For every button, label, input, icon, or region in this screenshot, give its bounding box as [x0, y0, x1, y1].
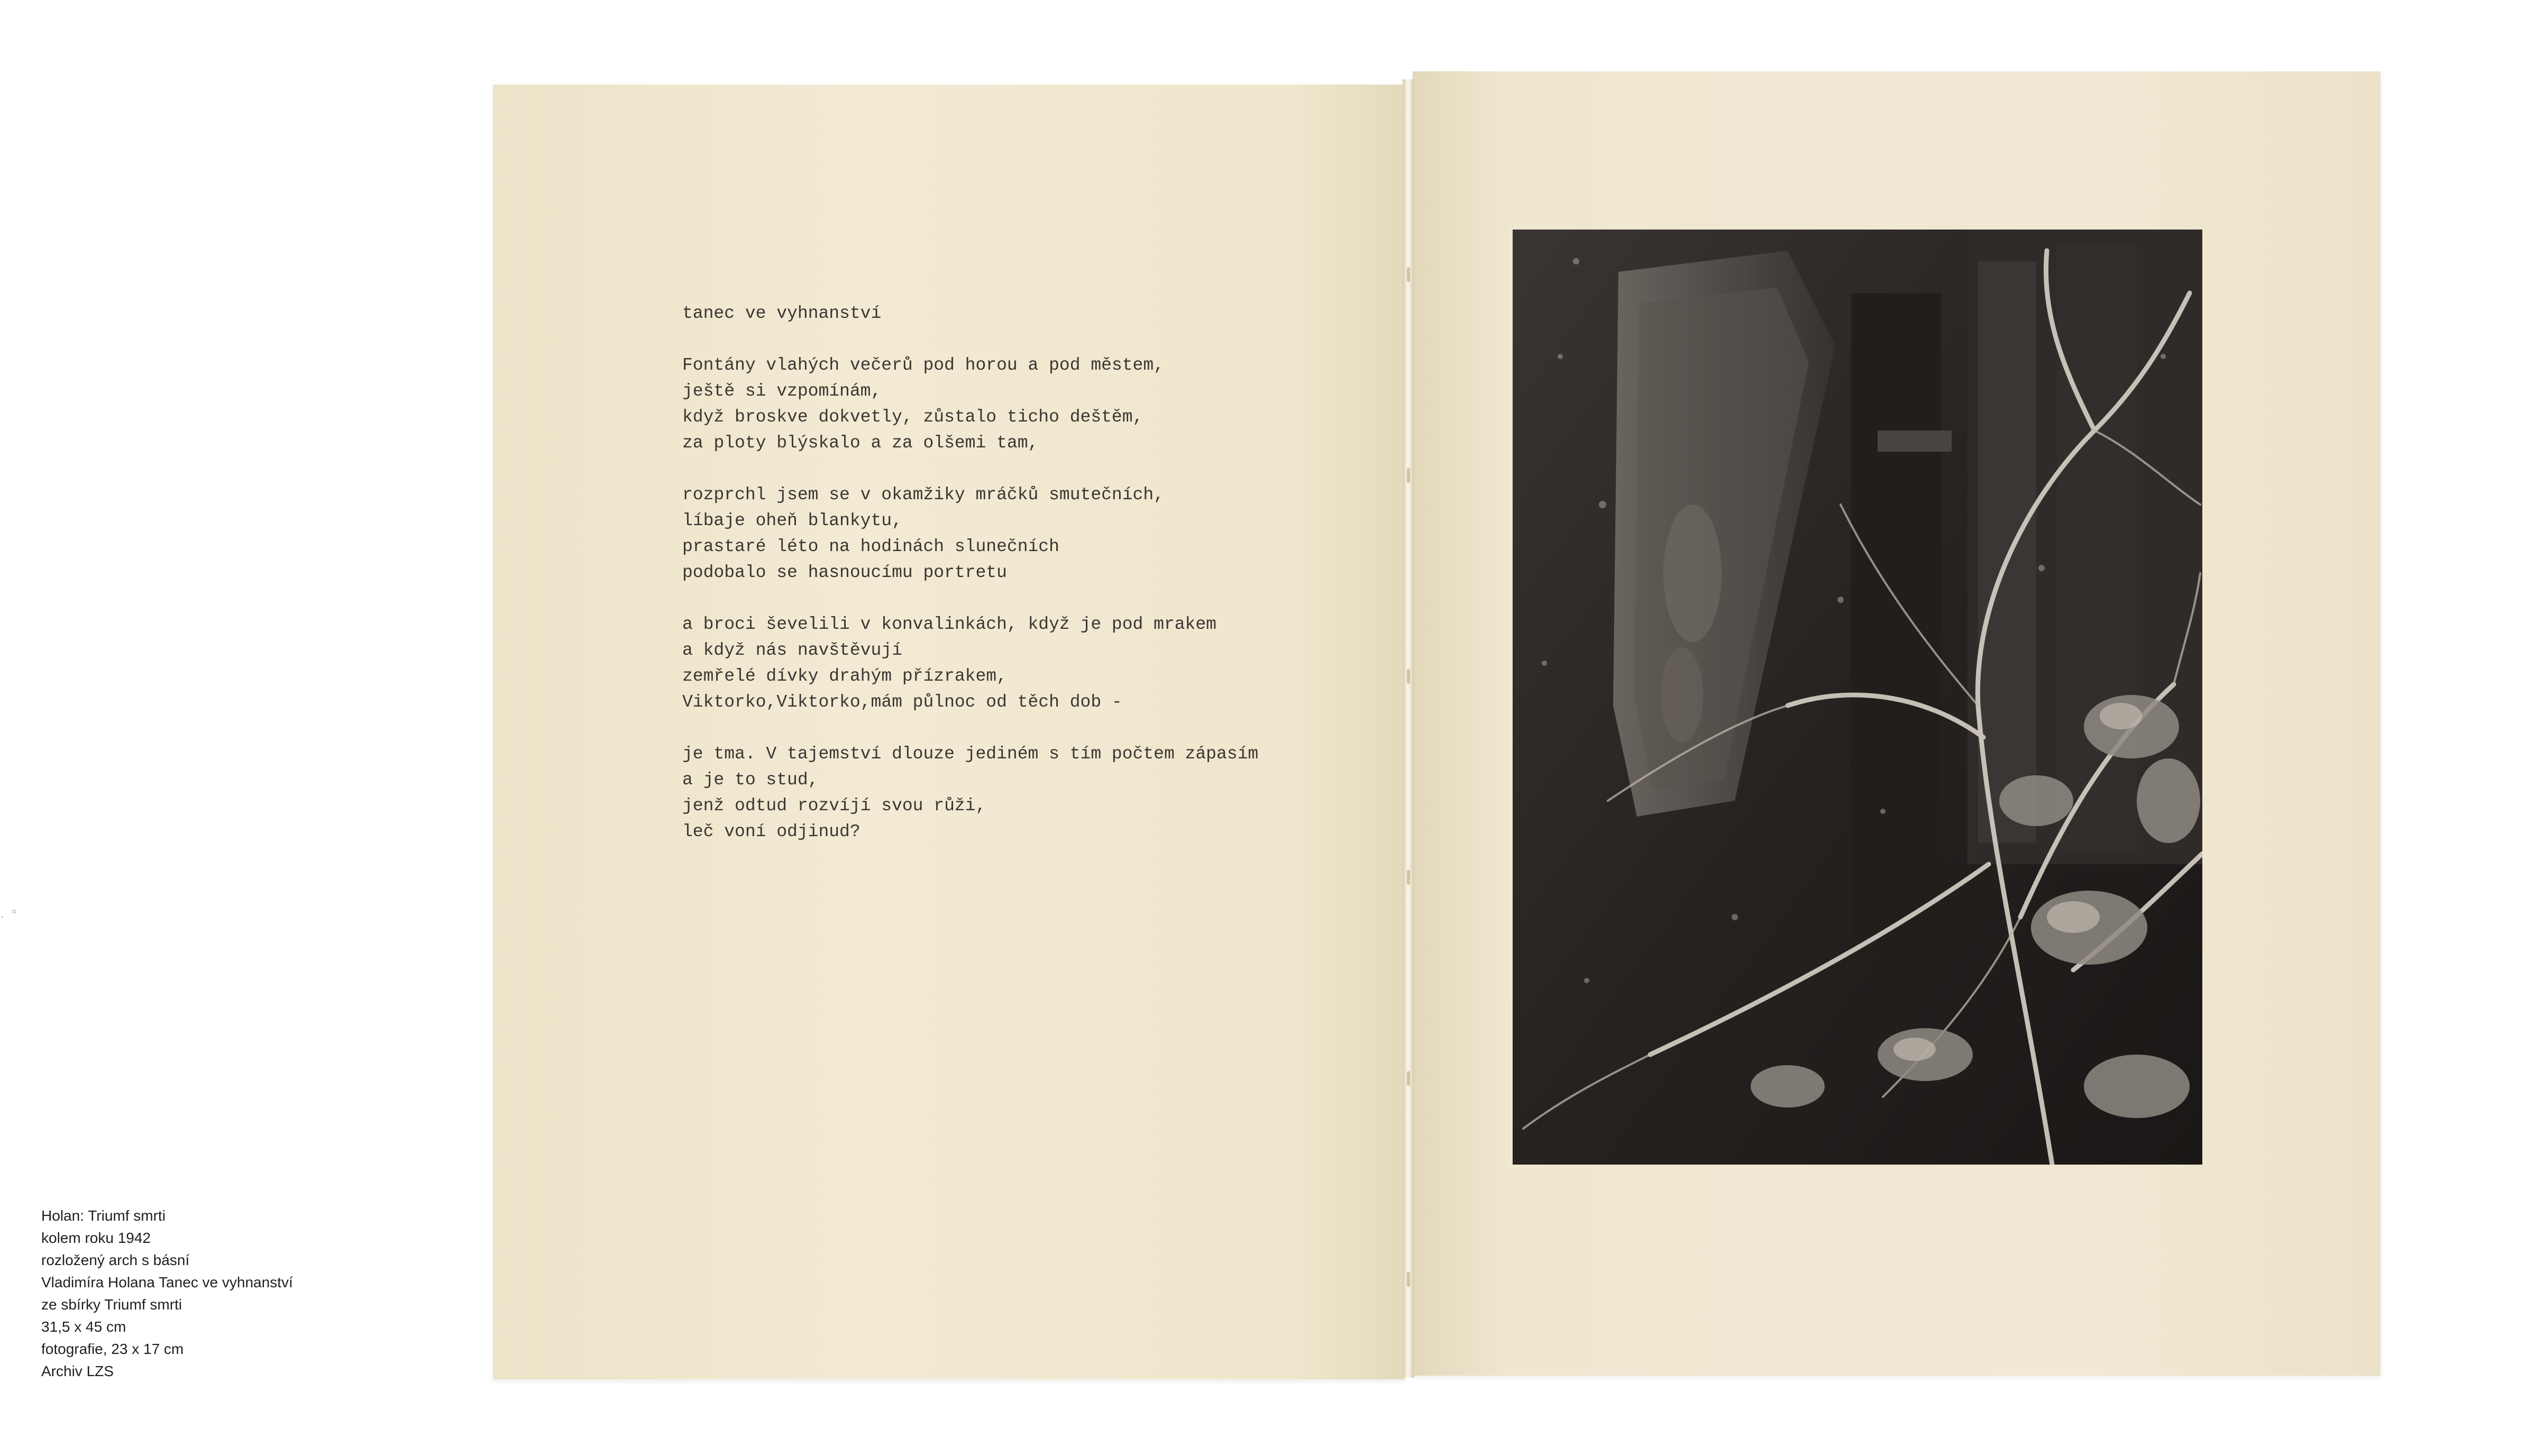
caption-line: ze sbírky Triumf smrti — [41, 1296, 182, 1313]
binding-stitch — [1407, 870, 1410, 885]
photograph-image — [1513, 230, 2202, 1165]
caption-line: Vladimíra Holana Tanec ve vyhnanství — [41, 1274, 293, 1290]
poem-line: leč voní odjinud? — [682, 822, 861, 841]
poem-title: tanec ve vyhnanství — [682, 304, 882, 323]
poem-line: zemřelé dívky drahým přízrakem, — [682, 666, 1007, 686]
poem-line: prastaré léto na hodinách slunečních — [682, 537, 1059, 556]
poem-line: jenž odtud rozvíjí svou růži, — [682, 796, 986, 816]
poem-line: a je to stud, — [682, 770, 819, 790]
poem-line: za ploty blýskalo a za olšemi tam, — [682, 433, 1039, 453]
caption-line: Holan: Triumf smrti — [41, 1207, 166, 1224]
poem-line: když broskve dokvetly, zůstalo ticho deštěm, — [682, 407, 1143, 427]
binding-stitch — [1407, 669, 1410, 684]
binding-stitch — [1407, 267, 1410, 282]
caption-line: 31,5 x 45 cm — [41, 1318, 126, 1335]
caption-block — [41, 1205, 401, 1382]
poem-stanza — [682, 741, 1370, 845]
poem-stanza — [682, 482, 1370, 585]
caption-line: rozložený arch s básní — [41, 1252, 190, 1268]
poem-line: a když nás navštěvují — [682, 640, 902, 660]
binding-stitch — [1407, 468, 1410, 483]
poem-line: podobalo se hasnoucímu portretu — [682, 563, 1007, 582]
caption-line: fotografie, 23 x 17 cm — [41, 1341, 184, 1357]
binding-stitch — [1407, 1071, 1410, 1086]
poem — [682, 300, 1370, 871]
poem-line: ještě si vzpomínám, — [682, 381, 882, 401]
poem-line: líbaje oheň blankytu, — [682, 511, 902, 530]
poem-stanza — [682, 611, 1370, 715]
poem-line: je tma. V tajemství dlouze jediném s tím počtem zápasím — [682, 744, 1259, 764]
poem-stanza — [682, 352, 1370, 456]
poem-line: Fontány vlahých večerů pod horou a pod městem, — [682, 355, 1164, 375]
photograph — [1513, 230, 2202, 1165]
binding-stitch — [1407, 1272, 1410, 1287]
page-specks: · ˚ — [0, 910, 19, 926]
caption-line: kolem roku 1942 — [41, 1230, 151, 1246]
poem-line: rozprchl jsem se v okamžiky mráčků smutečních, — [682, 485, 1164, 505]
caption-line: Archiv LZS — [41, 1363, 114, 1379]
poem-line: Viktorko,Viktorko,mám půlnoc od těch dob - — [682, 692, 1122, 712]
poem-line: a broci ševelili v konvalinkách, když je pod mrakem — [682, 615, 1216, 634]
